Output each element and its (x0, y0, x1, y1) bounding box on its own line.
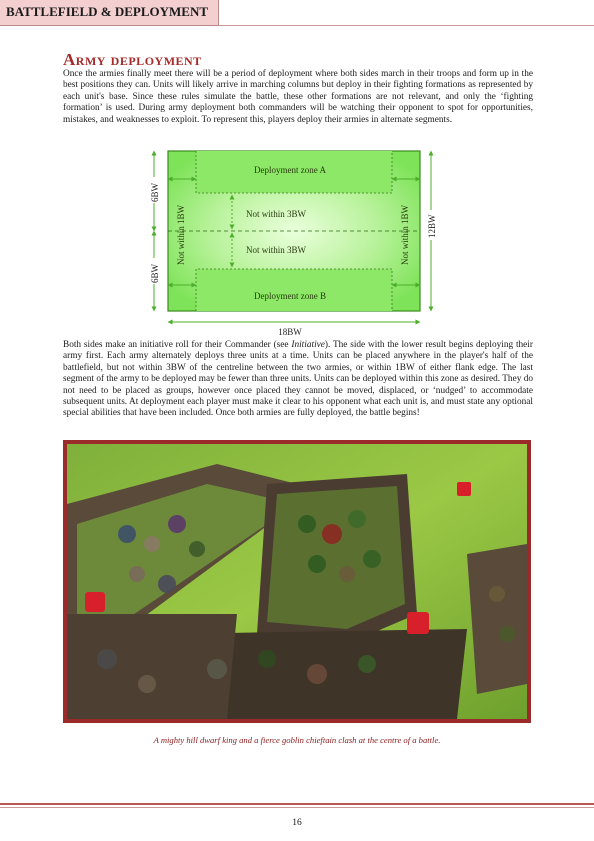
deployment-zone-b (196, 269, 392, 311)
left-bottom-measure: 6BW (150, 264, 160, 283)
zone-b-label: Deployment zone B (254, 291, 326, 301)
deployment-diagram (140, 145, 460, 340)
page-number: 16 (292, 818, 302, 828)
header-rule (218, 25, 594, 26)
battle-photo (63, 440, 531, 723)
zone-a-label: Deployment zone A (254, 165, 326, 175)
not-within-3bw-top-label: Not within 3BW (246, 209, 306, 219)
figure-caption: A mighty hill dwarf king and a fierce goblin chieftain clash at the centre of a battle. (153, 735, 441, 745)
left-top-measure: 6BW (150, 183, 160, 202)
chapter-header-tab (0, 0, 219, 26)
chapter-title: BATTLEFIELD & DEPLOYMENT (6, 4, 209, 19)
footer-rule (0, 803, 594, 805)
footer-rule-thin (0, 807, 594, 808)
bottom-measure: 18BW (278, 327, 302, 337)
not-within-1bw-right-label: Not within 1BW (400, 205, 410, 265)
red-die (407, 612, 429, 634)
right-measure: 12BW (427, 214, 437, 238)
not-within-3bw-bottom-label: Not within 3BW (246, 245, 306, 255)
red-die (457, 482, 471, 496)
not-within-1bw-left-label: Not within 1BW (176, 205, 186, 265)
initiative-reference: Initiative (291, 340, 325, 350)
red-die (85, 592, 105, 612)
section-title: Army deployment (63, 50, 202, 69)
initiative-paragraph: Both sides make an initiative roll for their Commander (see Initiative). The side with the lower result begins deploying their army first. Each army alternately deploys three units at a time. Units can be placed anywhere in the player's half of the battlefield, but not within 3BW of the centreline between the two armies, or within 1BW of either flank edge. The last segment of the army to be deployed may be fewer than three units. Units can be deployed within this zone as desired. They do not need to be placed as groups, however once placed they cannot be moved, displaced, or ‘nudged’ to accommodate subsequent units. At deployment each player must make it clear to his opponent what each unit is, and must state any optional special abilities that have been included. Once both armies are fully deployed, the battle begins! (63, 340, 533, 419)
intro-paragraph: Once the armies finally meet there will be a period of deployment where both sides march in their troops and form up in the best positions they can. Units will likely arrive in marching columns but deploy in their fighting formations as represented by each unit's base. Since these rules simulate the battle, these other formations are not relevant, and only the ‘fighting formation’ is used. During army deployment both commanders will be watching their opponent to spot for opportunities, mistakes, and weaknesses to exploit. To represent this, players deploy their armies in alternate segments. (63, 69, 533, 125)
